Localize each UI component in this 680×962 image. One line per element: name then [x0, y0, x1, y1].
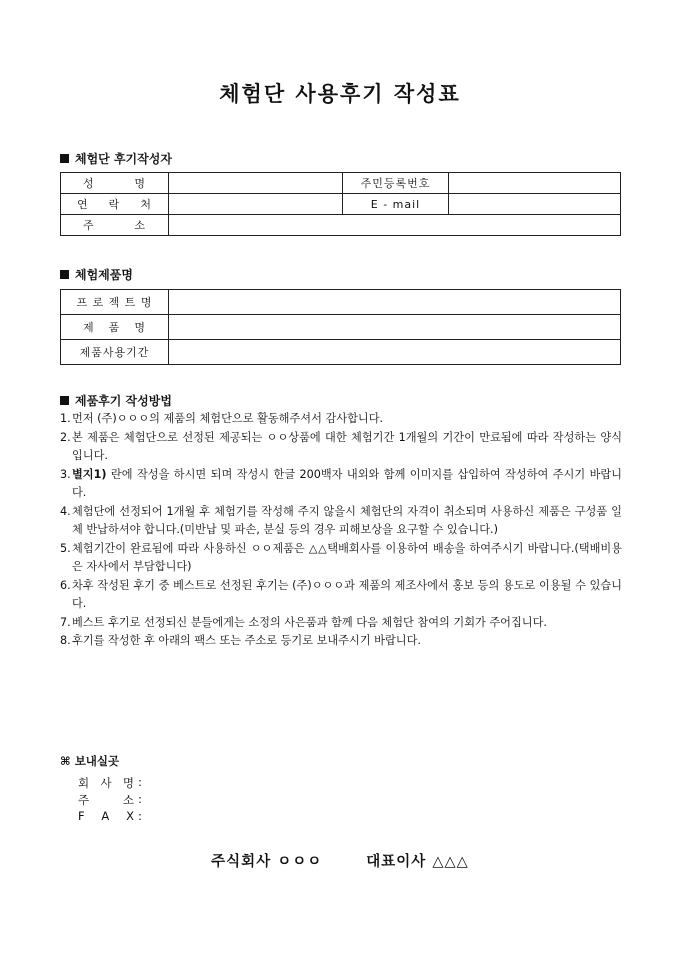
address-field[interactable]: [169, 215, 621, 236]
project-name-label: 프 로 젝 트 명: [61, 290, 169, 315]
method-list: [60, 410, 622, 651]
reviewer-section-heading: [60, 150, 172, 167]
list-item: 2. 본 제품은 체험단으로 선정된 제공되는 ㅇㅇ상품에 대한 체험기간 1개월의 기간이 만료됨에 따라 작성하는 양식입니다.: [60, 430, 622, 462]
email-label: E - mail: [343, 194, 449, 215]
attachment-ref: 별지1): [72, 467, 107, 481]
square-bullet-icon: [60, 154, 69, 163]
reviewer-heading-text: 체험단 후기작성자: [75, 152, 172, 166]
list-item: 1. 먼저 (주)ㅇㅇㅇ의 제품의 체험단으로 활동해주셔서 감사합니다.: [60, 412, 384, 425]
product-section-heading: [60, 266, 133, 283]
resident-no-field[interactable]: [449, 173, 621, 194]
signature-footer: [0, 850, 680, 871]
email-field[interactable]: [449, 194, 621, 215]
list-item: 7. 베스트 후기로 선정되신 분들에게는 소정의 사은품과 함께 다음 체험단 참여의 기회가 주어집니다.: [60, 615, 547, 629]
square-bullet-icon: [60, 270, 69, 279]
product-heading-text: 체험제품명: [75, 268, 133, 282]
company-name: 주식회사 ㅇㅇㅇ: [211, 853, 323, 870]
product-table: [60, 289, 621, 365]
address-label: 주 소: [61, 215, 169, 236]
product-name-label: 제 품 명: [61, 315, 169, 340]
list-item: 5. 체험기간이 완료됨에 따라 사용하신 ㅇㅇ제품은 △△택배회사를 이용하여 배송을 하여주시기 바랍니다.(택배비용은 자사에서 부담합니다): [60, 541, 622, 573]
list-item: 3. 별지1) 란에 작성을 하시면 되며 작성시 한글 200백자 내외와 함께 이미지를 삽입하여 작성하여 주시기 바랍니다.: [60, 467, 622, 499]
name-label: 성 명: [61, 173, 169, 194]
method-heading-text: 제품후기 작성방법: [75, 394, 172, 408]
usage-period-field[interactable]: [169, 340, 621, 365]
usage-period-label: 제품사용기간: [61, 340, 169, 365]
contact-field[interactable]: [169, 194, 343, 215]
reviewer-table: [60, 172, 621, 236]
name-field[interactable]: [169, 173, 343, 194]
send-heading-text: 보내실곳: [74, 754, 120, 768]
send-company-line: 회 사 명 :: [78, 775, 142, 790]
send-fax-line: F A X :: [78, 809, 142, 823]
command-symbol-icon: ⌘: [60, 754, 71, 768]
resident-no-label: 주민등록번호: [343, 173, 449, 194]
list-item: 8. 후기를 작성한 후 아래의 팩스 또는 주소로 등기로 보내주시기 바랍니다.: [60, 634, 421, 647]
method-section-heading: [60, 392, 172, 409]
send-address-line: 주 소 :: [78, 792, 142, 807]
list-item: 4. 체험단에 선정되어 1개월 후 체험기를 작성해 주지 않을시 체험단의 자격이 취소되며 사용하신 제품은 구성품 일체 반납하셔야 합니다.(미반납 및 파손, 분실 등의 경우 피해보상을 요구할 수 있습니다.): [60, 504, 622, 536]
ceo-name: 대표이사 △△△: [366, 853, 469, 870]
project-name-field[interactable]: [169, 290, 621, 315]
document-title: 체험단 사용후기 작성표: [219, 81, 461, 106]
list-item: 6. 차후 작성된 후기 중 베스트로 선정된 후기는 (주)ㅇㅇㅇ과 제품의 제조사에서 홍보 등의 용도로 이용될 수 있습니다.: [60, 578, 622, 610]
square-bullet-icon: [60, 396, 69, 405]
product-name-field[interactable]: [169, 315, 621, 340]
contact-label: 연 락 처: [61, 194, 169, 215]
send-section-heading: [60, 753, 119, 769]
